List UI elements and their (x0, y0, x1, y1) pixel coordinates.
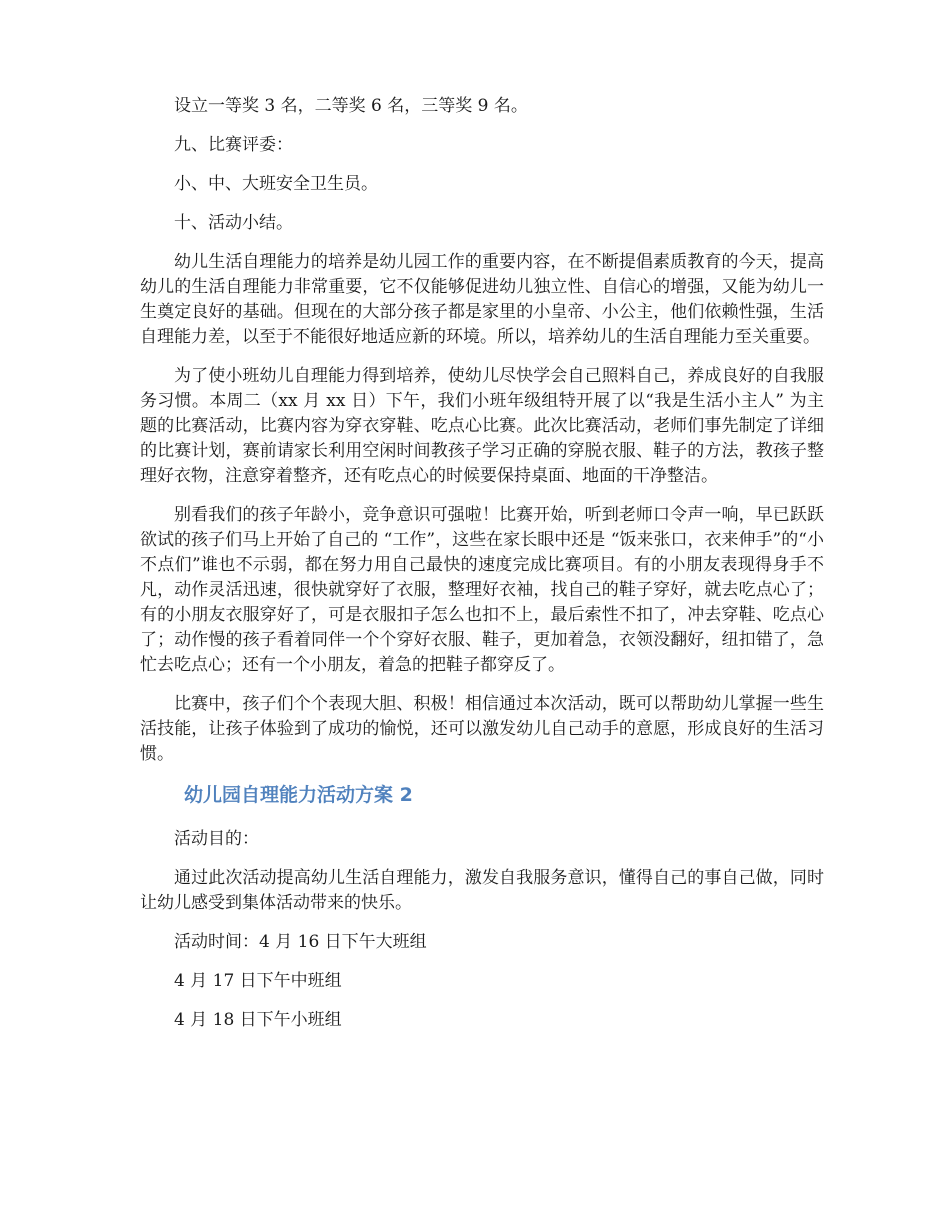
paragraph-time-senior: 活动时间：4 月 16 日下午大班组 (174, 932, 427, 952)
paragraph-summary-activity: 为了使小班幼儿自理能力得到培养，使幼儿尽快学会自己照料自己，养成良好的自我服务习惯。本周二（xx 月 xx 日）下午，我们小班年级组特开展了以“我是生活小主人” 为主题的比赛活动，比赛内容为穿衣穿鞋、吃点心比赛。此次比赛活动，老师们事先制定了详细的比赛计划，赛前请家长利用空闲时间教孩子学习正确的穿脱衣服、鞋子的方法，教孩子整理好衣物，注意穿着整齐，还有吃点心的时候要保持桌面、地面的干净整洁。 (140, 366, 824, 486)
paragraph-judges: 小、中、大班安全卫生员。 (174, 174, 378, 194)
paragraph-summary-conclusion: 比赛中，孩子们个个表现大胆、积极！相信通过本次活动，既可以帮助幼儿掌握一些生活技能，让孩子体验到了成功的愉悦，还可以激发幼儿自己动手的意愿，形成良好的生活习惯。 (140, 694, 824, 764)
document-body (140, 94, 824, 1047)
paragraph-prize-count: 设立一等奖 3 名，二等奖 6 名，三等奖 9 名。 (174, 96, 528, 116)
paragraph-time-middle: 4 月 17 日下午中班组 (174, 971, 342, 991)
paragraph-summary-heading: 十、活动小结。 (174, 213, 293, 233)
paragraph-judges-heading: 九、比赛评委： (174, 135, 293, 155)
paragraph-summary-intro: 幼儿生活自理能力的培养是幼儿园工作的重要内容，在不断提倡素质教育的今天，提高幼儿的生活自理能力非常重要，它不仅能够促进幼儿独立性、自信心的增强，又能为幼儿一生奠定良好的基础。但现在的大部分孩子都是家里的小皇帝、小公主，他们依赖性强，生活自理能力差，以至于不能很好地适应新的环境。所以，培养幼儿的生活自理能力至关重要。 (140, 252, 824, 347)
paragraph-time-junior: 4 月 18 日下午小班组 (174, 1010, 342, 1030)
paragraph-purpose: 通过此次活动提高幼儿生活自理能力，激发自我服务意识，懂得自己的事自己做，同时让幼儿感受到集体活动带来的快乐。 (140, 868, 824, 913)
paragraph-purpose-heading: 活动目的： (174, 829, 259, 849)
paragraph-summary-competition: 别看我们的孩子年龄小，竞争意识可强啦！比赛开始，听到老师口令声一响，早已跃跃欲试的孩子们马上开始了自己的 “工作”，这些在家长眼中还是 “饭来张口，衣来伸手”的“小不点们”谁也不示弱，都在努力用自己最快的速度完成比赛项目。有的小朋友表现得身手不凡，动作灵活迅速，很快就穿好了衣服，整理好衣袖，找自己的鞋子穿好，就去吃点心了；有的小朋友衣服穿好了，可是衣服扣子怎么也扣不上，最后索性不扣了，冲去穿鞋、吃点心了；动作慢的孩子看着同伴一个个穿好衣服、鞋子，更加着急，衣领没翻好，纽扣错了，急忙去吃点心；还有一个小朋友，着急的把鞋子都穿反了。 (140, 505, 824, 675)
section-heading: 幼儿园自理能力活动方案 2 (184, 784, 413, 806)
